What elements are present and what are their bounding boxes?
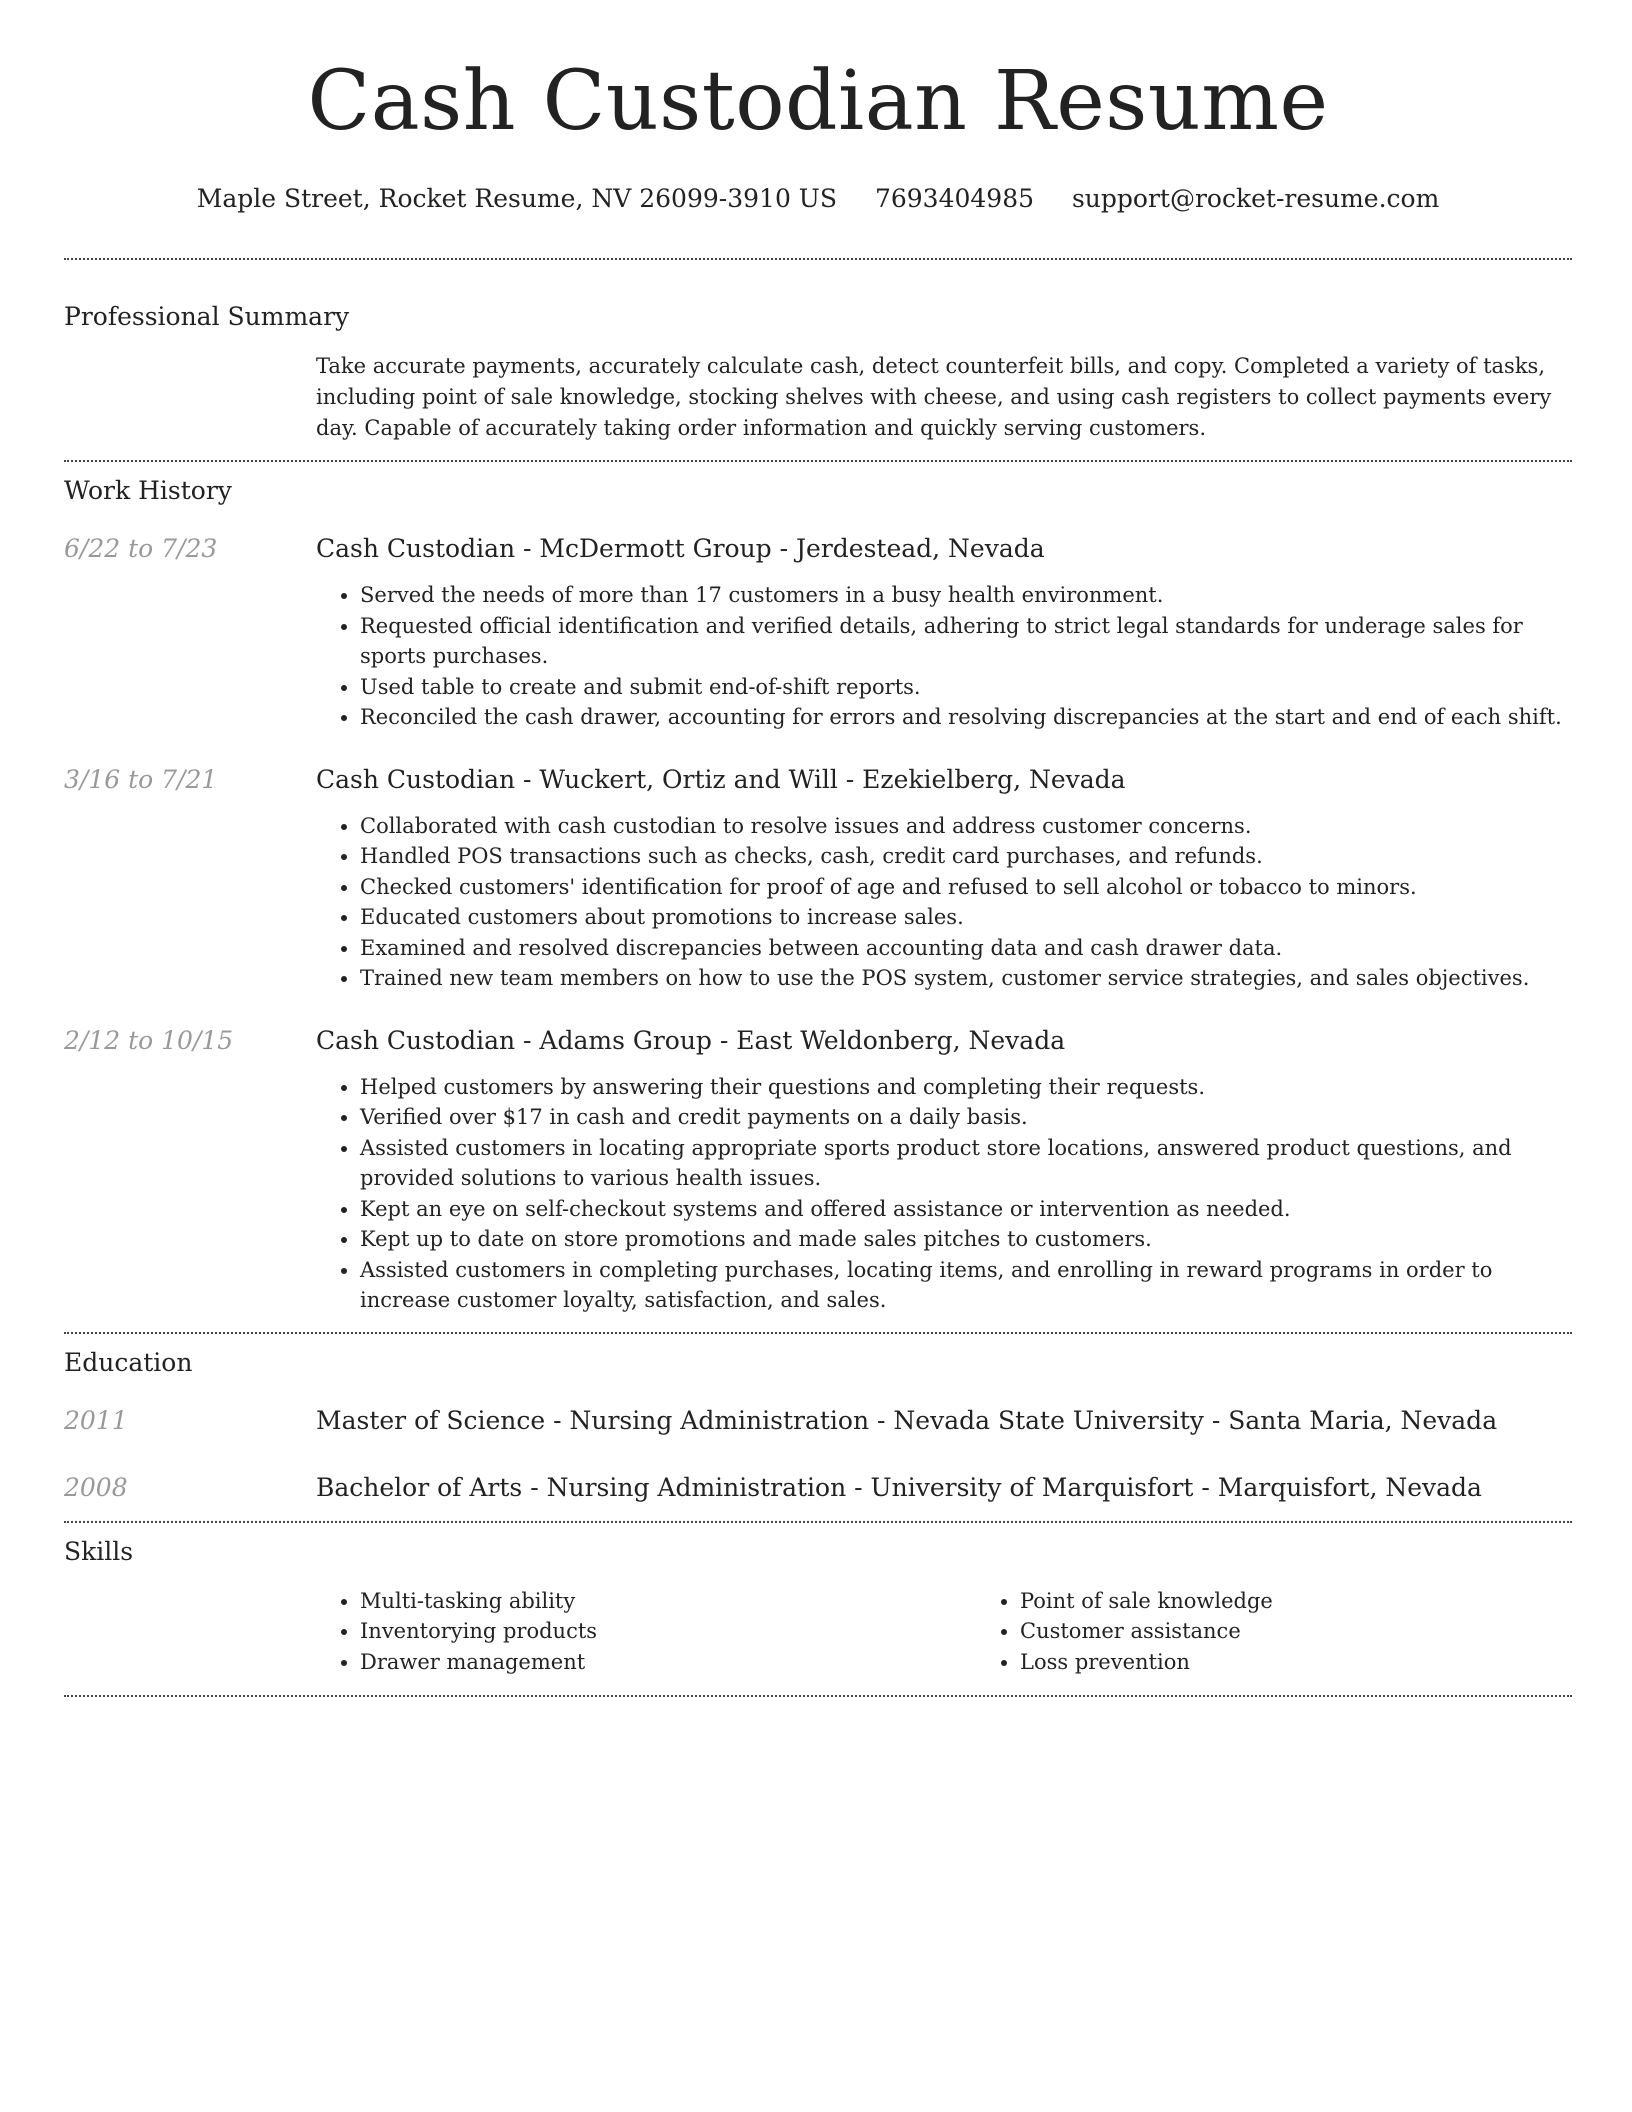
list-item: • Handled POS transactions such as checks, cash, credit card purchases, and refunds. xyxy=(360,841,1572,872)
education-degree: Master of Science - Nursing Administration xyxy=(316,1405,870,1435)
job-dates: 6/22 to 7/23 xyxy=(64,534,218,563)
job-heading: Cash Custodian - McDermott Group - Jerdestead, Nevada xyxy=(316,534,1045,563)
work-history-heading: Work History xyxy=(64,476,232,505)
skill-item: • Inventorying products xyxy=(360,1616,976,1647)
skill-item: • Drawer management xyxy=(360,1647,976,1678)
list-item: • Reconciled the cash drawer, accounting for errors and resolving discrepancies at the start and end of each shift. xyxy=(360,702,1572,733)
list-item: • Kept an eye on self-checkout systems and offered assistance or intervention as needed. xyxy=(360,1194,1572,1225)
contact-info xyxy=(64,182,1572,216)
skill-item: • Customer assistance xyxy=(1020,1616,1632,1647)
education-section xyxy=(64,1346,1572,1505)
work-history-section xyxy=(64,474,1572,1316)
list-item: • Collaborated with cash custodian to resolve issues and address customer concerns. xyxy=(360,811,1572,842)
job-duties xyxy=(316,580,1572,733)
job-heading: Cash Custodian - Wuckert, Ortiz and Will - Ezekielberg, Nevada xyxy=(316,764,1126,794)
job-dates: 2/12 to 10/15 xyxy=(64,1025,234,1055)
list-item: • Checked customers' identification for proof of age and refused to sell alcohol or tobacco to minors. xyxy=(360,872,1572,903)
divider xyxy=(64,1521,1572,1523)
divider xyxy=(64,258,1572,260)
education-entry xyxy=(64,1404,1572,1438)
education-degree: Bachelor of Arts - Nursing Administration xyxy=(316,1472,847,1502)
summary-heading: Professional Summary xyxy=(64,302,350,331)
list-item: • Served the needs of more than 17 customers in a busy health environment. xyxy=(360,580,1572,611)
education-school: - University of Marquisfort - Marquisfort, Nevada xyxy=(846,1472,1482,1502)
divider xyxy=(64,1695,1572,1697)
job-heading: Cash Custodian - Adams Group - East Weldonberg, Nevada xyxy=(316,1025,1066,1055)
list-item: • Used table to create and submit end-of-shift reports. xyxy=(360,672,1572,703)
education-entry xyxy=(64,1471,1572,1505)
job-dates: 3/16 to 7/21 xyxy=(64,764,218,794)
list-item: • Helped customers by answering their questions and completing their requests. xyxy=(360,1072,1572,1103)
contact-phone: 7693404985 xyxy=(874,184,1035,213)
education-school: - Nevada State University - Santa Maria, Nevada xyxy=(869,1405,1498,1435)
skills-section xyxy=(64,1535,1572,1678)
skills-list-left xyxy=(316,1586,976,1678)
skills-list-right xyxy=(976,1586,1632,1678)
education-heading: Education xyxy=(64,1347,193,1377)
contact-address: Maple Street, Rocket Resume, NV 26099-3910 US xyxy=(196,184,837,213)
job-duties xyxy=(316,1072,1572,1316)
summary-text: Take accurate payments, accurately calculate cash, detect counterfeit bills, and copy. Completed a variety of tasks, including point of sale knowledge, stocking shelves with cheese, and using cash registers to collect payments every day. Capable of accurately taking order information and quickly serving customers. xyxy=(316,354,1552,440)
summary-section xyxy=(64,300,1572,444)
skill-item: • Point of sale knowledge xyxy=(1020,1586,1632,1617)
list-item: • Assisted customers in completing purchases, locating items, and enrolling in reward programs in order to increase customer loyalty, satisfaction, and sales. xyxy=(360,1255,1572,1316)
resume-page xyxy=(64,0,1572,1697)
education-year: 2011 xyxy=(64,1405,128,1435)
job-entry xyxy=(64,763,1572,994)
job-duties xyxy=(316,811,1572,994)
divider xyxy=(64,460,1572,462)
list-item: • Requested official identification and verified details, adhering to strict legal standards for underage sales for sports purchases. xyxy=(360,611,1572,672)
divider xyxy=(64,1332,1572,1334)
resume-title: Cash Custodian Resume xyxy=(307,54,1329,149)
list-item: • Trained new team members on how to use the POS system, customer service strategies, and sales objectives. xyxy=(360,963,1572,994)
skill-item: • Loss prevention xyxy=(1020,1647,1632,1678)
skills-heading: Skills xyxy=(64,1536,134,1566)
job-entry xyxy=(64,532,1572,733)
list-item: • Verified over $17 in cash and credit payments on a daily basis. xyxy=(360,1102,1572,1133)
education-year: 2008 xyxy=(64,1472,128,1502)
job-entry xyxy=(64,1024,1572,1316)
list-item: • Kept up to date on store promotions and made sales pitches to customers. xyxy=(360,1224,1572,1255)
contact-email: support@rocket-resume.com xyxy=(1071,184,1440,213)
list-item: • Examined and resolved discrepancies between accounting data and cash drawer data. xyxy=(360,933,1572,964)
skill-item: • Multi-tasking ability xyxy=(360,1586,976,1617)
list-item: • Assisted customers in locating appropriate sports product store locations, answered product questions, and provided solutions to various health issues. xyxy=(360,1133,1572,1194)
list-item: • Educated customers about promotions to increase sales. xyxy=(360,902,1572,933)
